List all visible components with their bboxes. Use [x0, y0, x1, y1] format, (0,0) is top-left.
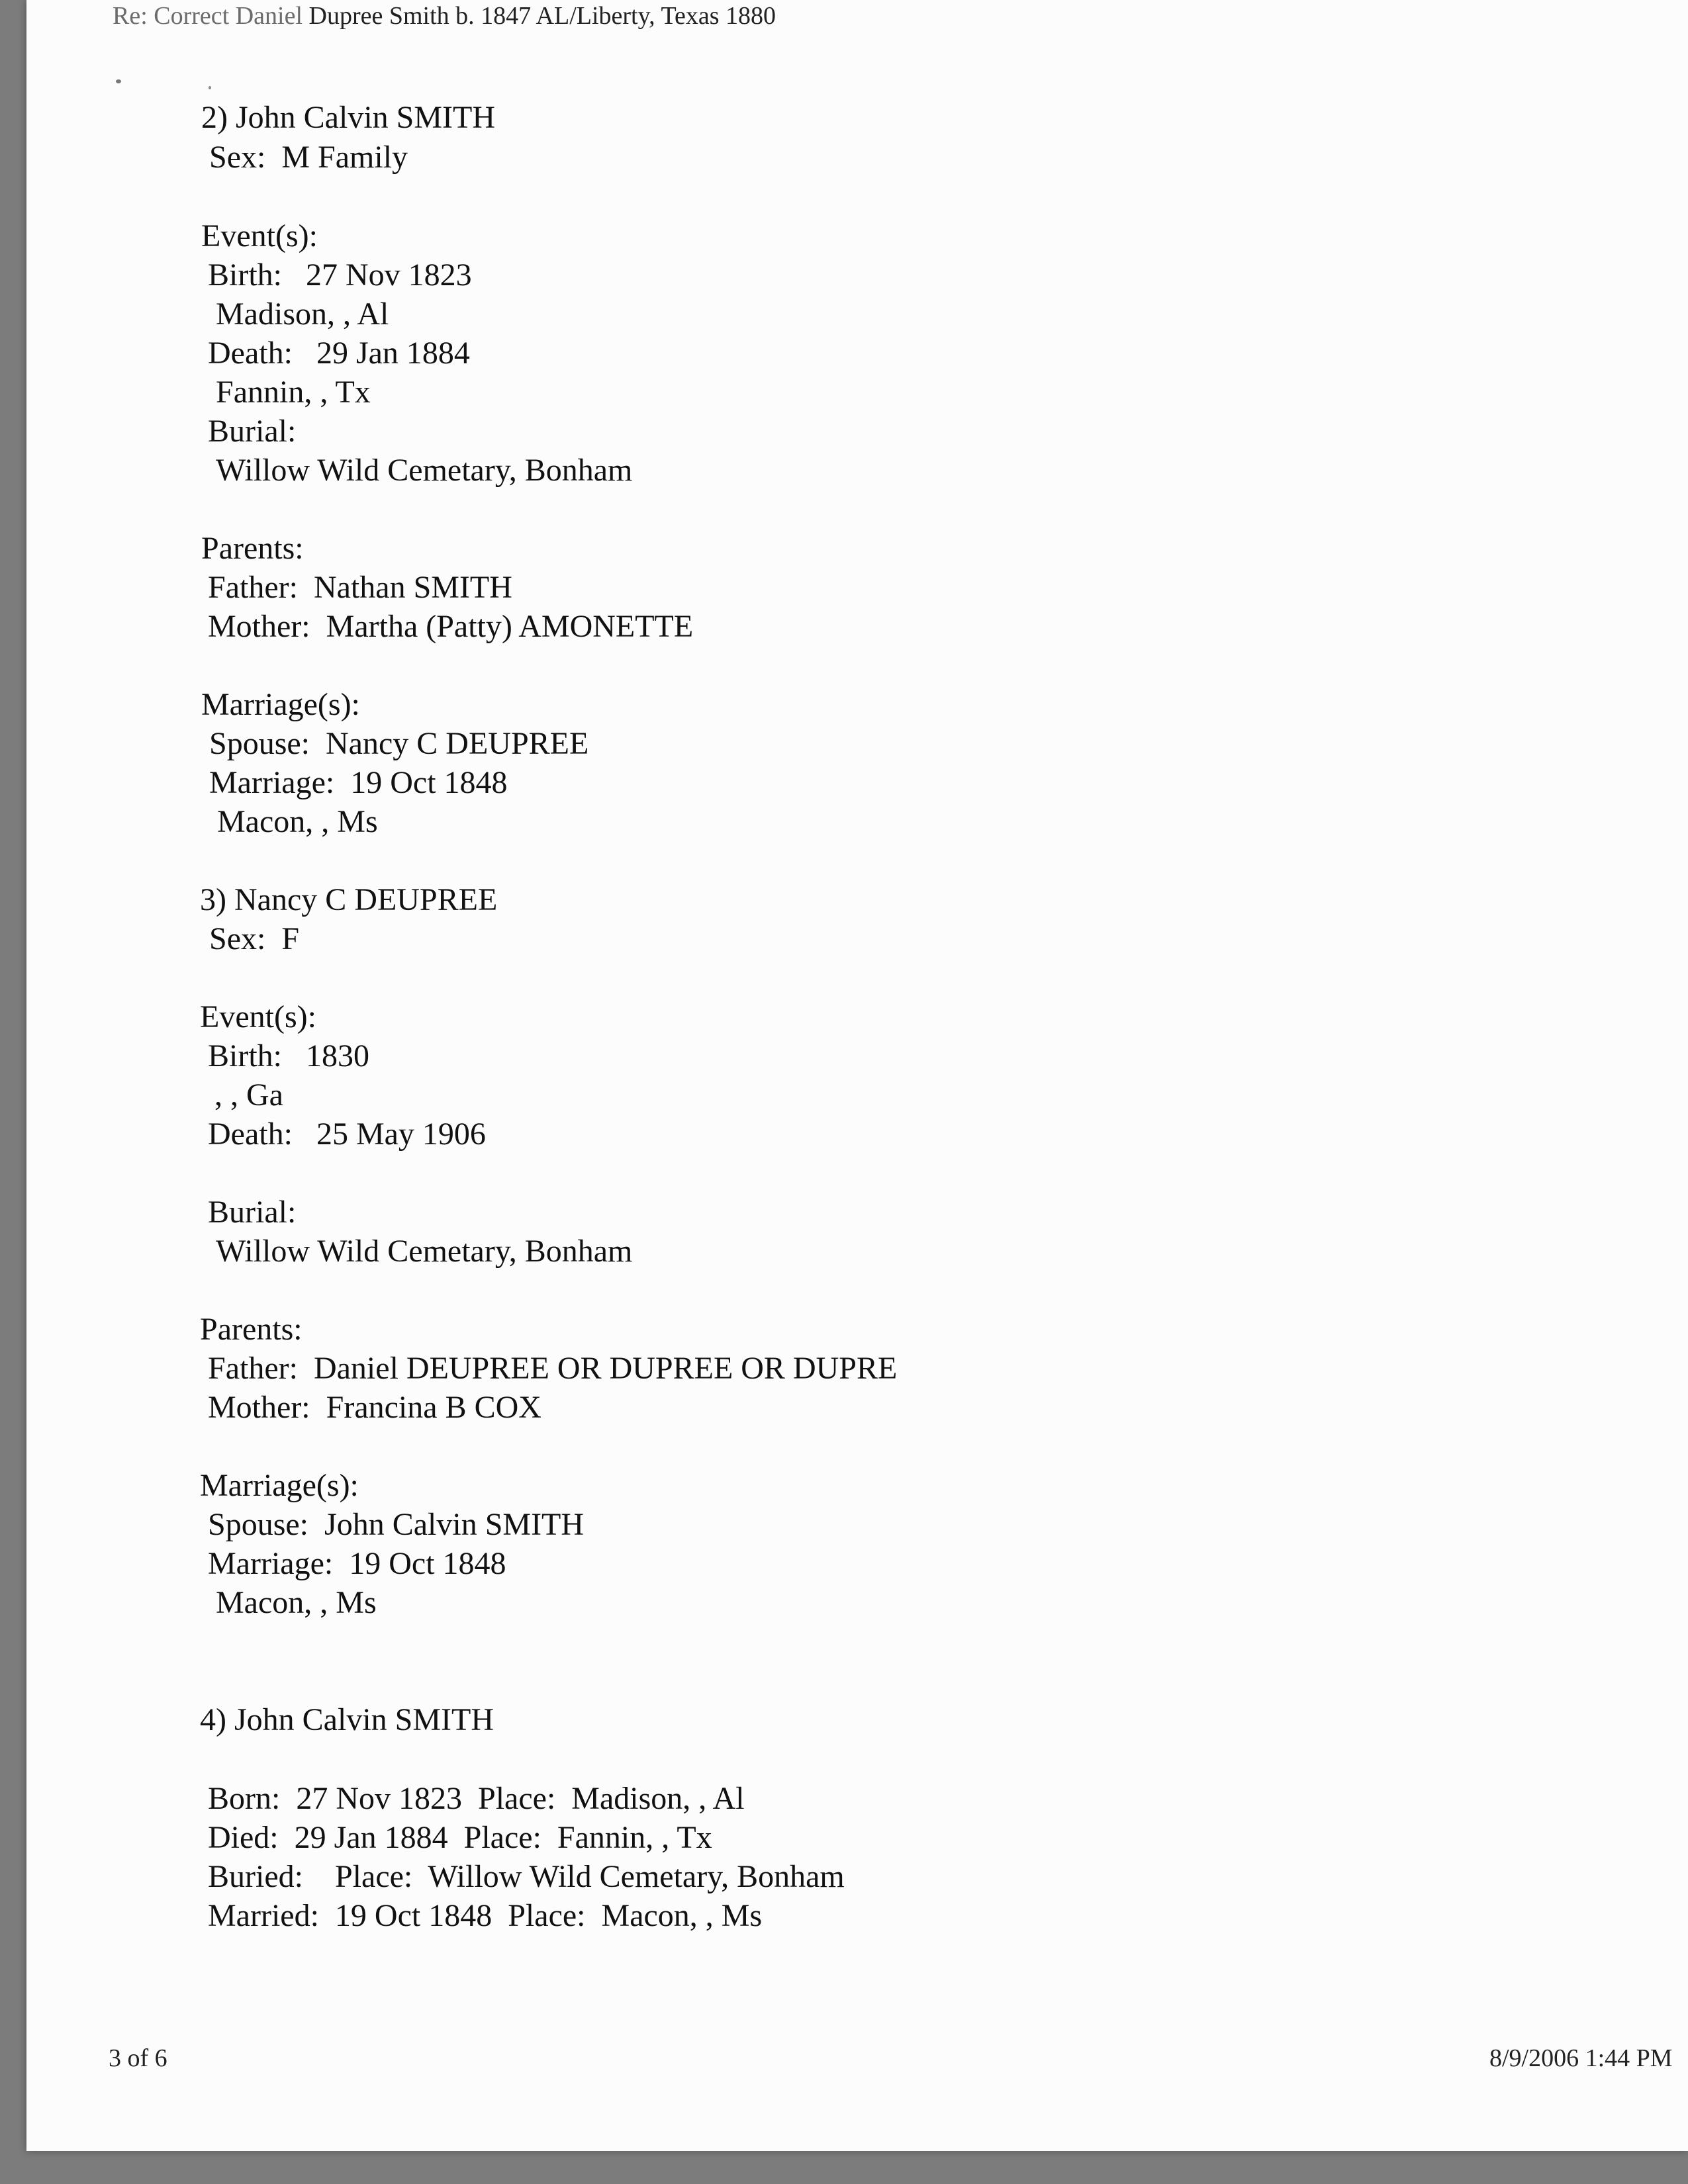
record-3-death: Death: 25 May 1906 [208, 1116, 486, 1152]
record-2-mother: Mother: Martha (Patty) AMONETTE [208, 609, 694, 644]
record-3-spouse: Spouse: John Calvin SMITH [208, 1507, 585, 1542]
record-2-title: 2) John Calvin SMITH [201, 100, 495, 135]
record-2-father: Father: Nathan SMITH [208, 570, 512, 605]
page-number: 3 of 6 [109, 2044, 167, 2072]
record-2-marriage-place: Macon, , Ms [217, 804, 378, 839]
record-3-burial-place: Willow Wild Cemetary, Bonham [216, 1234, 633, 1269]
record-3-marriage: Marriage: 19 Oct 1848 [208, 1546, 506, 1581]
record-2-sex: Sex: M Family [209, 140, 408, 175]
scan-speck [116, 79, 121, 83]
header-subject-prefix: Re: Correct Daniel [113, 2, 303, 30]
record-3-burial: Burial: [208, 1195, 297, 1230]
record-2-marriages-heading: Marriage(s): [201, 687, 360, 722]
record-3-birth: Birth: 1830 [208, 1038, 370, 1073]
record-3-birth-place: , , Ga [214, 1077, 283, 1113]
record-3-father: Father: Daniel DEUPREE OR DUPREE OR DUPRE [208, 1351, 898, 1386]
record-3-parents-heading: Parents: [200, 1312, 303, 1347]
record-4-married: Married: 19 Oct 1848 Place: Macon, , Ms [208, 1898, 763, 1933]
record-2-burial-place: Willow Wild Cemetary, Bonham [216, 453, 633, 488]
email-subject-header [113, 1, 776, 30]
record-4-born: Born: 27 Nov 1823 Place: Madison, , Al [208, 1781, 745, 1816]
record-3-sex: Sex: F [209, 921, 300, 956]
header-subject-rest: Dupree Smith b. 1847 AL/Liberty, Texas 1880 [303, 2, 776, 30]
record-3-title: 3) Nancy C DEUPREE [200, 882, 498, 917]
record-2-spouse: Spouse: Nancy C DEUPREE [209, 726, 589, 761]
record-2-events-heading: Event(s): [201, 218, 318, 253]
record-3-marriage-place: Macon, , Ms [216, 1585, 377, 1620]
record-3-marriages-heading: Marriage(s): [200, 1468, 359, 1503]
record-2-parents-heading: Parents: [201, 531, 304, 566]
record-3-events-heading: Event(s): [200, 999, 316, 1034]
record-4-buried: Buried: Place: Willow Wild Cemetary, Bonham [208, 1859, 845, 1894]
record-2-burial: Burial: [208, 414, 297, 449]
scan-speck [209, 86, 211, 89]
record-3-mother: Mother: Francina B COX [208, 1390, 541, 1425]
record-2-marriage: Marriage: 19 Oct 1848 [209, 765, 508, 800]
record-4-died: Died: 29 Jan 1884 Place: Fannin, , Tx [208, 1820, 712, 1855]
scanned-page [26, 0, 1688, 2151]
print-timestamp: 8/9/2006 1:44 PM [1489, 2044, 1673, 2072]
record-2-birth-place: Madison, , Al [216, 296, 389, 332]
record-2-death: Death: 29 Jan 1884 [208, 336, 470, 371]
record-2-birth: Birth: 27 Nov 1823 [208, 257, 472, 293]
record-4-title: 4) John Calvin SMITH [200, 1702, 494, 1737]
record-2-death-place: Fannin, , Tx [216, 375, 371, 410]
